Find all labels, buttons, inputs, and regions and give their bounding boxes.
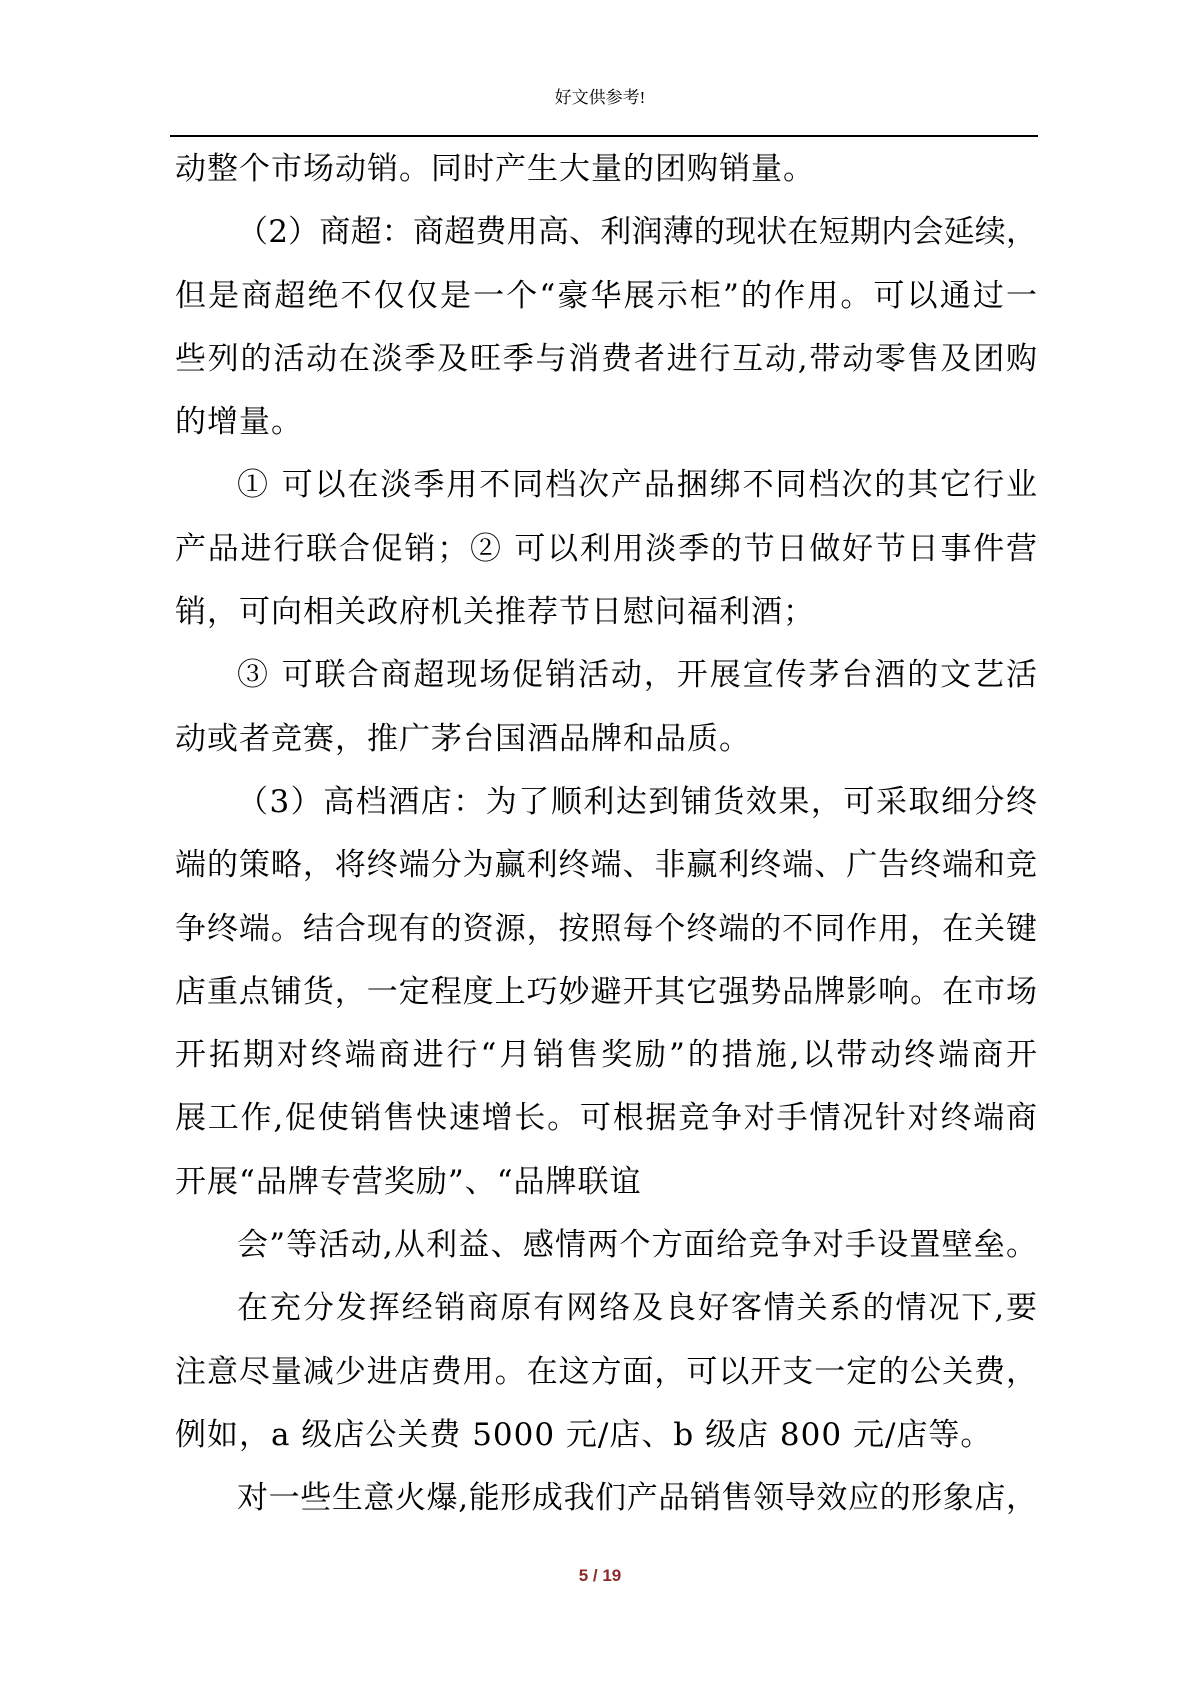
text-line: 销，可向相关政府机关推荐节日慰问福利酒； [175, 594, 815, 631]
text-line: ① 可以在淡季用不同档次产品捆绑不同档次的其它行业 [237, 467, 1037, 504]
text-line: 产品进行联合促销；② 可以利用淡季的节日做好节日事件营 [175, 530, 1037, 567]
document-body [175, 138, 1037, 1531]
text-line: 的增量。 [175, 404, 303, 441]
text-line: 店重点铺货，一定程度上巧妙避开其它强势品牌影响。在市场 [175, 973, 1037, 1010]
text-line: 会”等活动,从利益、感情两个方面给竞争对手设置壁垒。 [237, 1227, 1037, 1264]
text-line: ③ 可联合商超现场促销活动，开展宣传茅台酒的文艺活 [237, 657, 1037, 694]
text-line: 例如，a 级店公关费 5000 元/店、b 级店 800 元/店等。 [175, 1416, 993, 1453]
text-line: （2）商超：商超费用高、利润薄的现状在短期内会延续， [237, 214, 1037, 251]
text-line: 但是商超绝不仅仅是一个“豪华展示柜”的作用。可以通过一 [175, 277, 1037, 314]
text-line: 开拓期对终端商进行“月销售奖励”的措施,以带动终端商开 [175, 1037, 1037, 1074]
header-title: 好文供参考! [554, 88, 646, 107]
text-line: 对一些生意火爆,能形成我们产品销售领导效应的形象店， [237, 1480, 1037, 1517]
page-number: 5 / 19 [578, 1566, 622, 1585]
text-line: 动整个市场动销。同时产生大量的团购销量。 [175, 151, 815, 187]
header-rule [170, 135, 1038, 137]
text-line: 开展“品牌专营奖励”、“品牌联谊 [175, 1163, 642, 1200]
text-line: 展工作,促使销售快速增长。可根据竞争对手情况针对终端商 [175, 1100, 1037, 1137]
text-line: 在充分发挥经销商原有网络及良好客情关系的情况下,要 [237, 1290, 1037, 1327]
text-line: 端的策略，将终端分为赢利终端、非赢利终端、广告终端和竞 [175, 847, 1037, 884]
text-line: 争终端。结合现有的资源，按照每个终端的不同作用，在关键 [175, 910, 1037, 947]
text-line: （3）高档酒店：为了顺利达到铺货效果，可采取细分终 [237, 783, 1037, 820]
text-line: 注意尽量减少进店费用。在这方面，可以开支一定的公关费， [175, 1353, 1037, 1390]
text-line: 动或者竞赛，推广茅台国酒品牌和品质。 [175, 720, 751, 757]
text-line: 些列的活动在淡季及旺季与消费者进行互动,带动零售及团购 [175, 340, 1037, 377]
